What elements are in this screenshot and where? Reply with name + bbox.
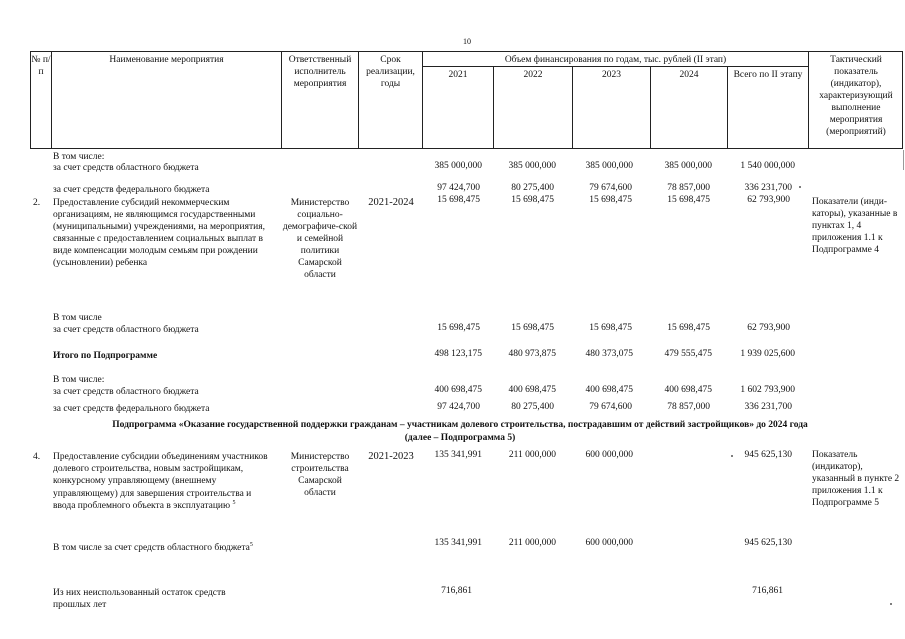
item-2-incl-label: В том числе xyxy=(53,313,102,323)
subprogram-total-total: 1 939 025,600 xyxy=(740,349,795,359)
header-2021: 2021 xyxy=(448,70,468,80)
item-2-2023: 15 698,475 xyxy=(589,195,632,205)
subprogram-total-2024: 479 555,475 xyxy=(664,349,712,359)
header-responsible: Ответственный исполнитель мероприятия xyxy=(288,55,352,89)
item-4-incl-2022: 211 000,000 xyxy=(508,538,556,548)
block1-regional-label: за счет средств областного бюджета xyxy=(53,163,199,173)
item-2-total: 62 793,900 xyxy=(747,195,790,205)
subprogram-5-subtitle: (далее – Подпрограмма 5) xyxy=(404,433,516,443)
header-2023: 2023 xyxy=(602,70,621,80)
item-2-indicator: Показатели (инди-каторы), указанные в пунктах 1, 4 приложения 1.1 к Подпрограмме 4 xyxy=(812,197,898,255)
item-2-2024: 15 698,475 xyxy=(667,195,710,205)
item-4-incl-block xyxy=(53,542,253,554)
block1-federal-2022: 80 275,400 xyxy=(511,183,554,193)
item-4-unused-2021: 716,861 xyxy=(441,586,472,596)
block1-incl-label: В том числе: xyxy=(53,152,105,162)
item-4-total: 945 625,130 xyxy=(744,450,792,460)
block1-regional-2023: 385 000,000 xyxy=(585,161,633,171)
subprogram-5-title: Подпрограмма «Оказание государственной поддержки гражданам – участникам долевого строительства, пострадавшим от действий застройщиков» до 2024 года xyxy=(112,420,808,430)
subprogram-total-2021: 498 123,175 xyxy=(434,349,482,359)
item-4-incl-2021: 135 341,991 xyxy=(434,538,482,548)
scan-edge-mark xyxy=(903,150,904,170)
block1-federal-2023: 79 674,600 xyxy=(589,183,632,193)
subprogram-total-federal-label: за счет средств федерального бюджета xyxy=(53,404,210,414)
scan-speck xyxy=(799,186,801,188)
item-2-regional-2022: 15 698,475 xyxy=(511,323,554,333)
item-4-term: 2021-2023 xyxy=(368,451,414,462)
header-indicator: Тактический показатель (индикатор), характеризующий выполнение мероприятия (мероприятий) xyxy=(819,55,893,137)
item-2-name: Предоставление субсидий некоммерческим организациям, не являющимся государственными (муниципальными) учреждениями, на мероприятия, связанные с предоставлением социальных выплат в виде компенсации молодым семьям при рождении (усыновлении) ребенка xyxy=(53,198,265,268)
subprogram-total-federal-2023: 79 674,600 xyxy=(589,402,632,412)
subprogram-total-federal-2021: 97 424,700 xyxy=(437,402,480,412)
item-2-regional-2023: 15 698,475 xyxy=(589,323,632,333)
item-4-incl-total: 945 625,130 xyxy=(744,538,792,548)
item-4-name-block xyxy=(53,451,275,512)
item-4-2023: 600 000,000 xyxy=(585,450,633,460)
item-4-incl-footnote: 5 xyxy=(249,541,253,548)
item-4-name-footnote: 5 xyxy=(232,499,236,506)
subprogram-total-federal-total: 336 231,700 xyxy=(744,402,792,412)
item-2-regional-total: 62 793,900 xyxy=(747,323,790,333)
item-4-2022: 211 000,000 xyxy=(508,450,556,460)
block1-regional-2021: 385 000,000 xyxy=(434,161,482,171)
subprogram-total-federal-2024: 78 857,000 xyxy=(667,402,710,412)
item-2-2021: 15 698,475 xyxy=(437,195,480,205)
subprogram-total-regional-2021: 400 698,475 xyxy=(434,385,482,395)
item-2-regional-2024: 15 698,475 xyxy=(667,323,710,333)
header-2022: 2022 xyxy=(523,70,543,80)
item-2-term: 2021-2024 xyxy=(368,197,414,208)
header-number: № п/п xyxy=(31,55,51,77)
block1-federal-2021: 97 424,700 xyxy=(437,183,480,193)
subprogram-total-incl: В том числе: xyxy=(53,375,105,385)
subprogram-total-regional-label: за счет средств областного бюджета xyxy=(53,387,199,397)
subprogram-total-regional-2024: 400 698,475 xyxy=(664,385,712,395)
block1-federal-2024: 78 857,000 xyxy=(667,183,710,193)
item-2-regional-label: за счет средств областного бюджета xyxy=(53,325,199,335)
page-number: 10 xyxy=(463,37,471,46)
subprogram-total-label: Итого по Подпрограмме xyxy=(53,351,158,361)
scan-speck xyxy=(731,455,733,457)
item-2-number: 2. xyxy=(33,198,41,208)
subprogram-total-regional-2022: 400 698,475 xyxy=(508,385,556,395)
subprogram-total-2022: 480 973,875 xyxy=(508,349,556,359)
item-4-unused-total: 716,861 xyxy=(752,586,783,596)
item-4-number: 4. xyxy=(33,452,41,462)
block1-regional-2022: 385 000,000 xyxy=(508,161,556,171)
item-4-indicator: Показатель (индикатор), указанный в пункте 2 приложения 1.1 к Подпрограмме 5 xyxy=(812,450,900,508)
item-2-2022: 15 698,475 xyxy=(511,195,554,205)
header-name: Наименование мероприятия xyxy=(109,55,224,65)
block1-regional-total: 1 540 000,000 xyxy=(740,161,795,171)
item-2-regional-2021: 15 698,475 xyxy=(437,323,480,333)
subprogram-total-federal-2022: 80 275,400 xyxy=(511,402,554,412)
item-4-responsible: Министерство строительства Самарской области xyxy=(290,452,350,498)
header-total: Всего по II этапу xyxy=(733,70,803,80)
block1-federal-label: за счет средств федерального бюджета xyxy=(53,185,210,195)
item-4-name: Предоставление субсидии объединениям участников долевого строительства, новым застройщикам, конкурсному управляющему (внешнему управляющему) для завершения строительства и ввода проблемного объекта в эксплуатацию xyxy=(53,452,268,511)
header-term: Срок реализации, годы xyxy=(366,55,415,89)
header-2024: 2024 xyxy=(679,70,699,80)
item-4-2021: 135 341,991 xyxy=(434,450,482,460)
subprogram-total-2023: 480 373,075 xyxy=(585,349,633,359)
item-4-incl-label: В том числе за счет средств областного бюджета xyxy=(53,543,250,553)
scan-speck xyxy=(890,603,892,605)
item-4-incl-2023: 600 000,000 xyxy=(585,538,633,548)
header-funding: Объем финансирования по годам, тыс. рублей (II этап) xyxy=(504,55,727,65)
block1-regional-2024: 385 000,000 xyxy=(664,161,712,171)
subprogram-total-regional-total: 1 602 793,900 xyxy=(740,385,795,395)
block1-federal-total: 336 231,700 xyxy=(744,183,792,193)
item-4-unused-label: Из них неиспользованный остаток средств прошлых лет xyxy=(53,588,226,610)
subprogram-total-regional-2023: 400 698,475 xyxy=(585,385,633,395)
item-2-responsible: Министерство социально-демографиче-ской и семейной политики Самарской области xyxy=(282,198,358,280)
